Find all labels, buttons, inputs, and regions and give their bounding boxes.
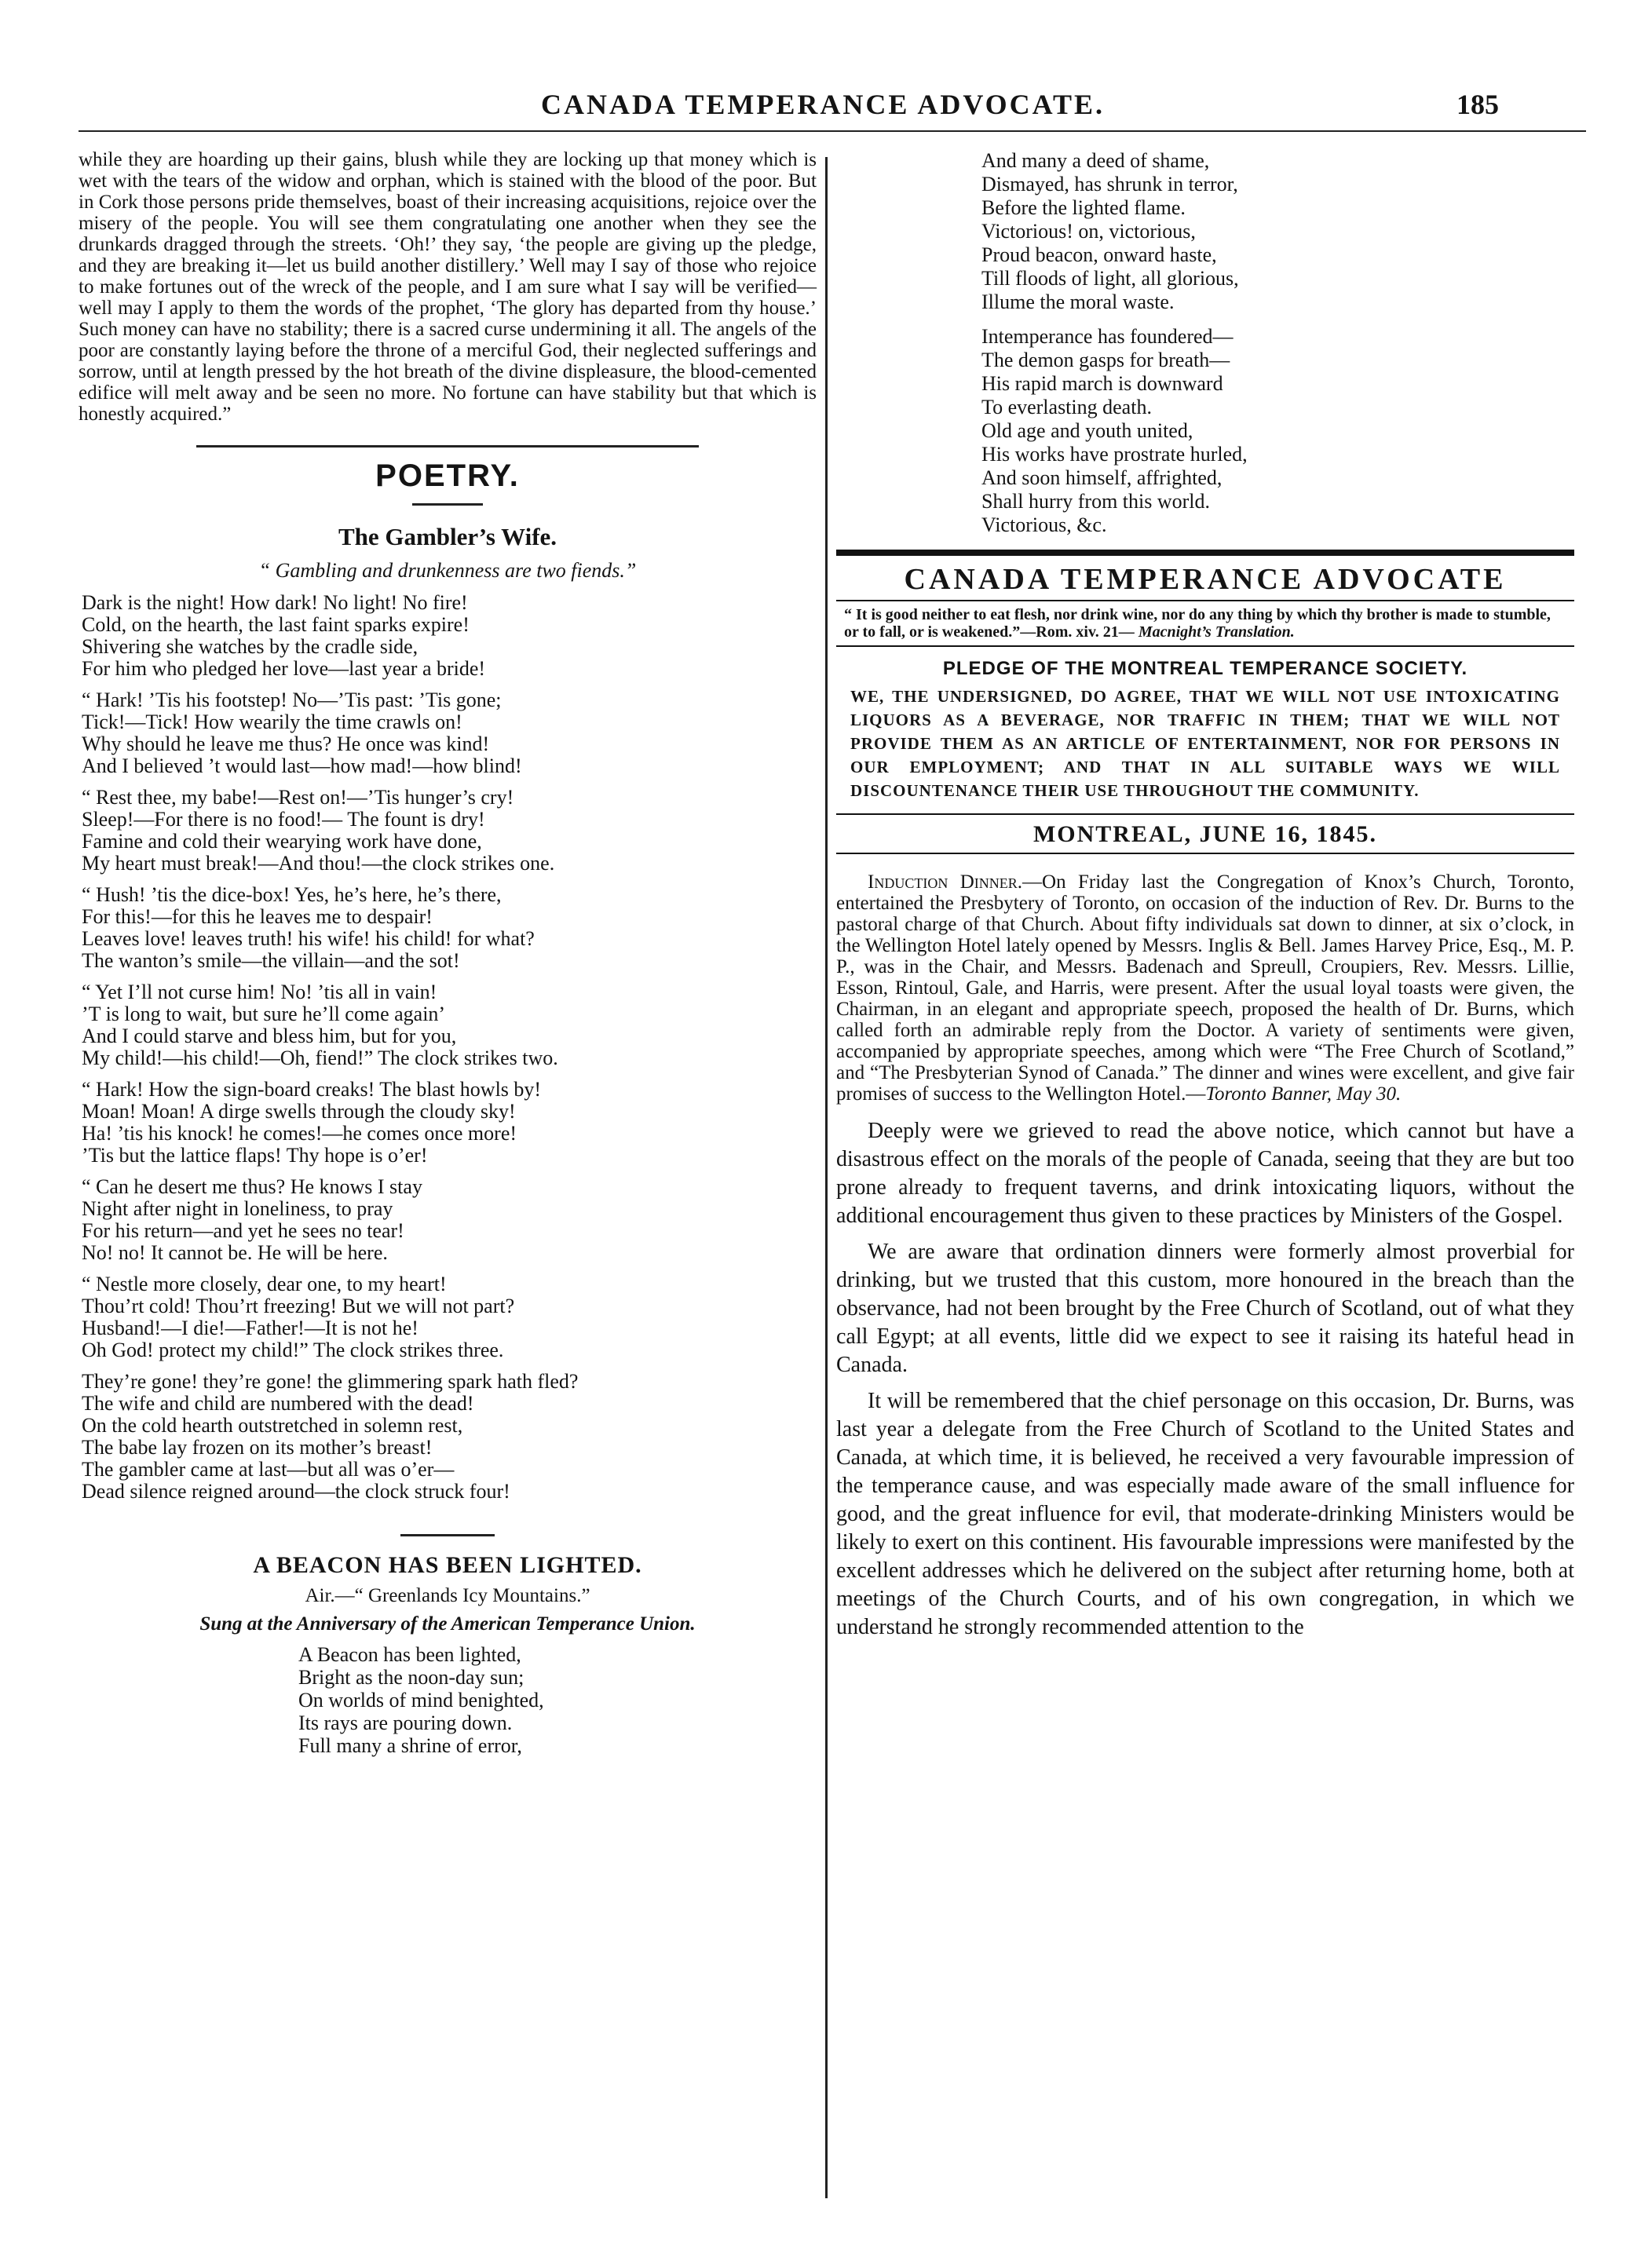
poem-line: Cold, on the hearth, the last faint sparks expire! (82, 613, 470, 636)
poem-line: Famine and cold their wearying work have done, (82, 830, 482, 853)
poem-line: Husband!—I die!—Father!—It is not he! (82, 1317, 418, 1339)
column-divider (825, 157, 828, 2198)
poem-line: No! no! It cannot be. He will be here. (82, 1241, 388, 1264)
poem-line: Bright as the noon-day sun; (298, 1666, 524, 1689)
poem-line: Victorious, &c. (981, 513, 1107, 536)
motto-rule (836, 645, 1574, 647)
gambler-poem (79, 592, 817, 1503)
poem-line: “ Yet I’ll not curse him! No! ’tis all in vain! (82, 981, 437, 1003)
poem-line: The demon gasps for breath— (981, 349, 1230, 371)
poem-line: Victorious! on, victorious, (981, 220, 1196, 243)
poem-line: “ Rest thee, my babe!—Rest on!—’Tis hunger’s cry! (82, 786, 514, 809)
induction-lead: Induction Dinner. (868, 871, 1023, 893)
header-rule (79, 130, 1586, 132)
poem-line: On the cold hearth outstretched in solemn rest, (82, 1414, 463, 1437)
poem-line: Why should he leave me thus? He once was kind! (82, 732, 490, 755)
poem-line: The wanton’s smile—the villain—and the sot! (82, 949, 460, 972)
poem-line: Dismayed, has shrunk in terror, (981, 173, 1238, 195)
poem-line: On worlds of mind benighted, (298, 1689, 544, 1711)
poem-line: Tick!—Tick! How wearily the time crawls on! (82, 711, 462, 733)
right-column (836, 149, 1574, 1649)
poem-line: Thou’rt cold! Thou’rt freezing! But we will not part? (82, 1295, 515, 1317)
dateline: MONTREAL, JUNE 16, 1845. (1032, 821, 1377, 847)
poem-line: Oh God! protect my child!” The clock strikes three. (82, 1339, 504, 1361)
poem-line: Ha! ’tis his knock! he comes!—he comes once more! (82, 1122, 517, 1145)
poem-line: My heart must break!—And thou!—the clock strikes one. (82, 852, 555, 875)
masthead-title: CANADA TEMPERANCE ADVOCATE (904, 563, 1507, 596)
poem-separator (400, 1534, 495, 1536)
poem-line: The babe lay frozen on its mother’s breast! (82, 1436, 433, 1459)
poem-stanza (82, 1273, 817, 1361)
dateline-rule (836, 853, 1574, 854)
poem-line: And soon himself, affrighted, (981, 466, 1223, 489)
beacon-sung-line: Sung at the Anniversary of the American Temperance Union. (199, 1613, 696, 1635)
poem-stanza (82, 884, 817, 972)
poem-line: To everlasting death. (981, 396, 1152, 418)
poem-line: My child!—his child!—Oh, fiend!” The clock strikes two. (82, 1047, 558, 1069)
poem-stanza (82, 592, 817, 680)
poem-line: Moan! Moan! A dirge swells through the cloudy sky! (82, 1100, 516, 1123)
poem-line: And I could starve and bless him, but for you, (82, 1025, 457, 1047)
beacon-poem-opening (79, 1643, 817, 1757)
pledge-text: WE, THE UNDERSIGNED, DO AGREE, THAT WE WILL NOT USE INTOXICATING LIQUORS AS A BEVERAGE, NOR TRAFFIC IN THEM; THAT WE WILL NOT PROVIDE THEM AS AN ARTICLE OF ENTERTAINMENT, NOR FOR PERSONS IN OUR EMPLOYMENT; AND THAT IN ALL SUITABLE WAYS WE WILL DISCOUNTENANCE THEIR USE THROUGHOUT THE COMMUNITY. (850, 687, 1560, 800)
beacon-poem-title: A BEACON HAS BEEN LIGHTED. (253, 1552, 642, 1578)
motto-text: “ It is good neither to eat flesh, nor drink wine, nor do any thing by which thy brother is made to stumble, or to fall, or is weakened.”—Rom. xiv. 21— (844, 606, 1551, 641)
poem-line: ’Tis but the lattice flaps! Thy hope is o’er! (82, 1144, 428, 1167)
poem-line: And many a deed of shame, (981, 149, 1210, 172)
poem-line: And I believed ’t would last—how mad!—how blind! (82, 754, 522, 777)
poem-line: Before the lighted flame. (981, 196, 1186, 219)
induction-body: —On Friday last the Congregation of Knox’s Church, Toronto, entertained the Presbytery of Toronto, on occasion of the induction of Rev. Dr. Burns to the pastoral charge of that Church. About fifty individuals sat down to dinner, at six o’clock, in the Wellington Hotel lately opened by Messrs. Inglis & Bell. James Harvey Price, Esq., M. P. P., was in the Chair, and Messrs. Badenach and Spreull, Croupiers, Rev. Messrs. Lillie, Esson, Rintoul, Gale, and Harris, were present. After the usual loyal toasts were given, the Chairman, in an elegant and appropriate speech, proposed the health of Dr. Burns, which called forth an admirable reply from the Doctor. A variety of sentiments were given, accompanied by appropriate speeches, among which were “The Free Church of Scotland,” and “The Presbyterian Synod of Canada.” The dinner and wines were excellent, and give fair promises of success to the Wellington Hotel.— (836, 871, 1574, 1105)
induction-dinner-article (836, 871, 1574, 1105)
editorial-paragraph: We are aware that ordination dinners were formerly almost proverbial for drinking, but we trusted that this custom, more honoured in the breach than the observance, had not been brought by the Free Church of Scotland, out of what they call Egypt; at all events, little did we expect to see it raising its hateful head in Canada. (836, 1240, 1574, 1377)
editorial-paragraph: It will be remembered that the chief personage on this occasion, Dr. Burns, was last year a delegate from the Free Church of Scotland to the United States and Canada, at which time, it is believed, he received a very favourable impression of the temperance cause, and was especially made aware of the small influence for good, and the great influence for evil, that moderate-drinking Ministers would be likely to exert on this continent. His favourable impressions were manifested by the excellent addresses which he delivered on the subject after returning home, both at meetings of the Church Courts, and of his own congregation, in which we understand he strongly recommended attention to the (836, 1389, 1574, 1639)
poem-line: For him who pledged her love—last year a bride! (82, 657, 486, 680)
ornament-rule (412, 503, 483, 506)
masthead-rule (836, 600, 1574, 601)
poem-line: His rapid march is downward (981, 372, 1223, 395)
running-title: CANADA TEMPERANCE ADVOCATE. (541, 89, 1105, 120)
poem-stanza (836, 149, 1574, 314)
gambler-epigraph: “ Gambling and drunkenness are two fiends.” (258, 559, 637, 582)
poem-line: Shall hurry from this world. (981, 490, 1211, 513)
poem-line: Leaves love! leaves truth! his wife! his child! for what? (82, 927, 535, 950)
editorial-paragraph: Deeply were we grieved to read the above notice, which cannot but have a disastrous effect on the morals of the people of Canada, seeing that they are but too prone already to frequent taverns, and drink intoxicating liquors, without the additional encouragement thus given to these practices by Ministers of the Gospel. (836, 1119, 1574, 1228)
masthead-rule-top (836, 550, 1574, 556)
poem-line: Old age and youth united, (981, 419, 1193, 442)
poem-line: Shivering she watches by the cradle side, (82, 635, 418, 658)
poem-line: Intemperance has foundered— (981, 325, 1234, 348)
beacon-air-line: Air.—“ Greenlands Icy Mountains.” (305, 1585, 590, 1606)
poem-stanza (82, 1371, 817, 1503)
pledge-title: PLEDGE OF THE MONTREAL TEMPERANCE SOCIETY. (942, 658, 1468, 679)
poetry-heading: POETRY. (375, 458, 520, 493)
poem-line: “ Nestle more closely, dear one, to my heart! (82, 1273, 447, 1295)
speech-continuation: while they are hoarding up their gains, blush while they are locking up that money which is wet with the tears of the widow and orphan, which is stained with the blood of the poor. But in Cork those persons pride themselves, boast of their increasing acquisitions, rejoice over the misery of the people. You will see them congratulating one another when they see the drunkards dragged through the streets. ‘Oh!’ they say, ‘the people are giving up the pledge, and they are breaking it—let us build another distillery.’ Well may I say of those who rejoice to make fortunes out of the wreck of the people, and I am sure what I say will be verified—well may I apply to them the words of the prophet, ‘The glory has departed from thy house.’ Such money can have no stability; there is a sacred curse undermining it all. The angels of the poor are constantly laying before the throne of a merciful God, their neglected sufferings and sorrow, until at length pressed by the hot breath of the divine displeasure, the blood-cemented edifice will melt away and be seen no more. No fortune can have stability but that which is honestly acquired.” (79, 149, 817, 425)
poem-line: “ Hark! ’Tis his footstep! No—’Tis past: ’Tis gone; (82, 689, 502, 711)
poem-line: They’re gone! they’re gone! the glimmering spark hath fled? (82, 1370, 579, 1393)
poem-line: Till floods of light, all glorious, (981, 267, 1239, 290)
editorial-comment (836, 1117, 1574, 1642)
poem-stanza (82, 1079, 817, 1167)
poem-line: “ Hush! ’tis the dice-box! Yes, he’s here, he’s there, (82, 883, 502, 906)
poem-stanza (82, 981, 817, 1069)
poem-line: His works have prostrate hurled, (981, 443, 1248, 466)
poem-stanza (836, 325, 1574, 537)
poem-line: Night after night in loneliness, to pray (82, 1197, 393, 1220)
poem-stanza (82, 689, 817, 777)
poem-line: Full many a shrine of error, (298, 1734, 522, 1757)
gambler-poem-title: The Gambler’s Wife. (338, 523, 557, 550)
left-column (79, 149, 817, 1757)
pledge-rule (836, 813, 1574, 815)
page-number: 185 (1456, 89, 1499, 120)
poem-line: For this!—for this he leaves me to despair! (82, 905, 433, 928)
poem-line: The gambler came at last—but all was o’er— (82, 1458, 455, 1481)
beacon-poem-continuation (836, 149, 1574, 537)
poem-line: ’T is long to wait, but sure he’ll come again’ (82, 1003, 446, 1025)
poem-line: Illume the moral waste. (981, 290, 1175, 313)
poem-line: The wife and child are numbered with the dead! (82, 1392, 474, 1415)
section-rule (196, 445, 699, 448)
poem-line: “ Can he desert me thus? He knows I stay (82, 1175, 422, 1198)
motto (836, 605, 1574, 642)
poem-stanza (82, 1176, 817, 1264)
induction-source: Toronto Banner, May 30. (1205, 1083, 1402, 1105)
poem-line: Sleep!—For there is no food!— The fount is dry! (82, 808, 485, 831)
poem-line: “ Hark! How the sign-board creaks! The blast howls by! (82, 1078, 542, 1101)
poem-line: Dead silence reigned around—the clock struck four! (82, 1480, 510, 1503)
poem-stanza (82, 787, 817, 875)
poem-line: For his return—and yet he sees no tear! (82, 1219, 404, 1242)
poem-line: Proud beacon, onward haste, (981, 243, 1217, 266)
poem-line: Its rays are pouring down. (298, 1711, 513, 1734)
motto-source: Macnight’s Translation. (1138, 623, 1295, 641)
poem-line: Dark is the night! How dark! No light! No fire! (82, 591, 468, 614)
poem-line: A Beacon has been lighted, (298, 1643, 521, 1666)
